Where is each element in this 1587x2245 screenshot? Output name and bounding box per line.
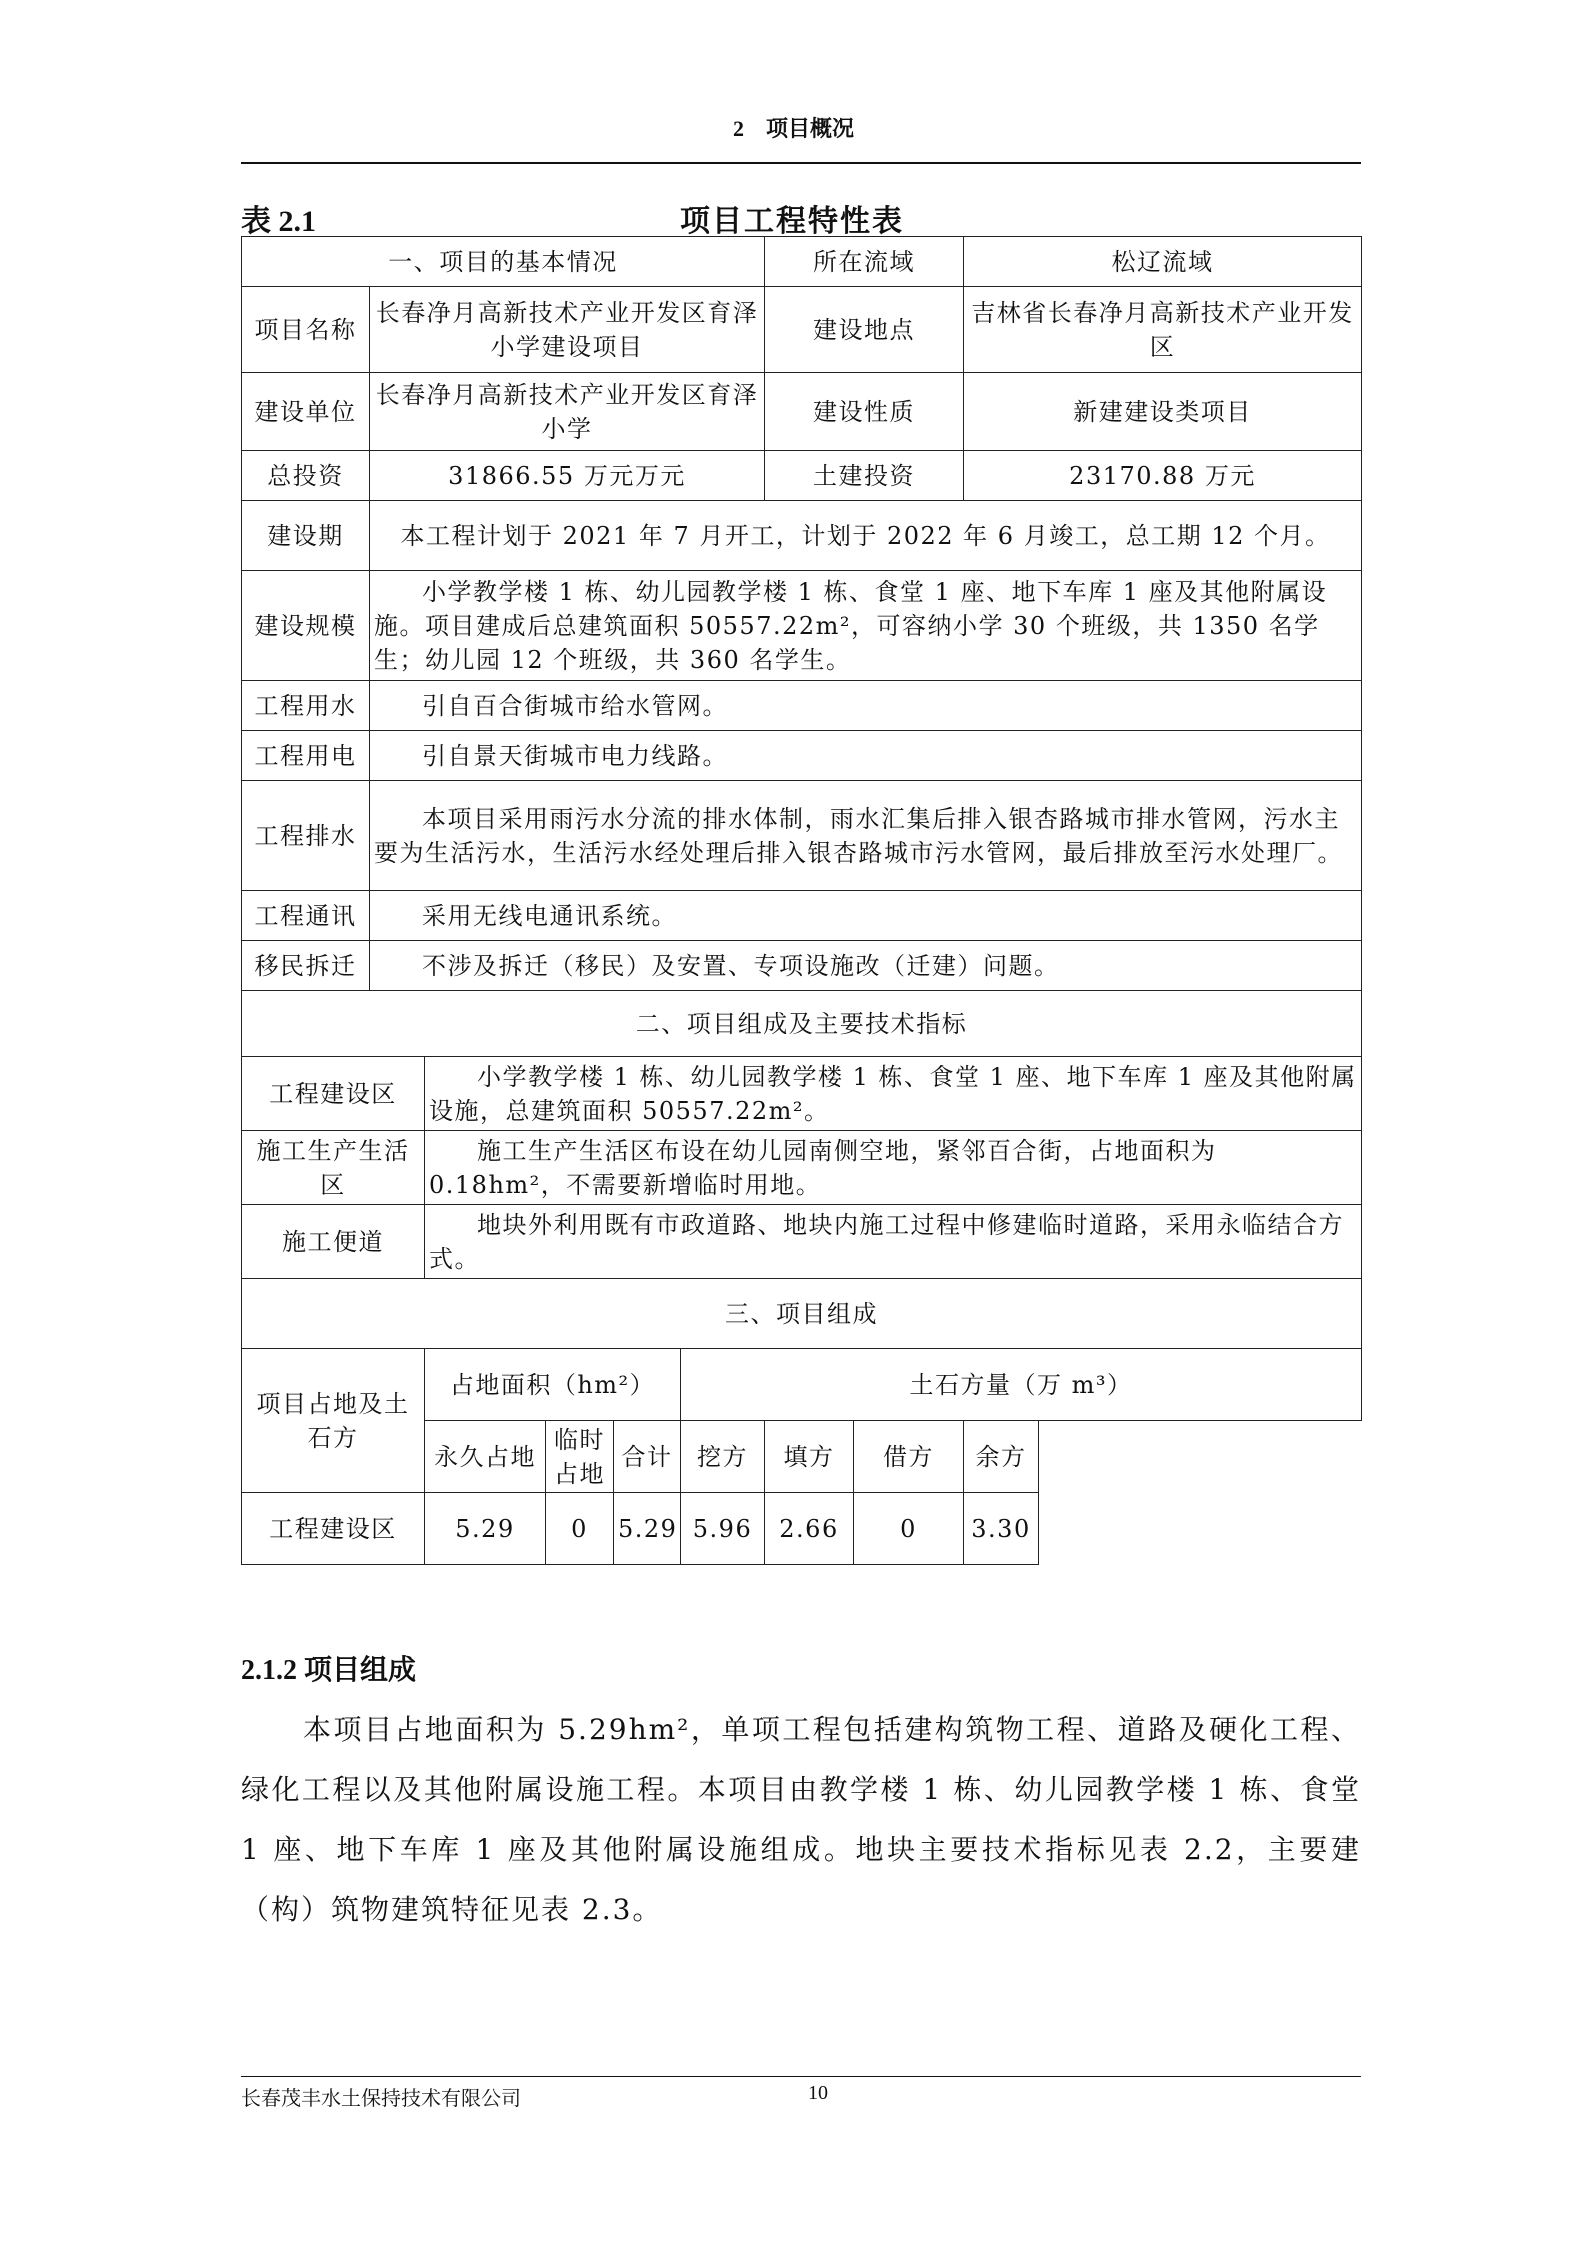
period-label: 建设期 bbox=[242, 501, 370, 571]
header-rule bbox=[241, 162, 1361, 164]
table-row bbox=[242, 571, 1362, 681]
section-paragraph: 本项目占地面积为 5.29hm²，单项工程包括建构筑物工程、道路及硬化工程、绿化工程以及其他附属设施工程。本项目由教学楼 1 栋、幼儿园教学楼 1 栋、食堂 1 座、地下车库 1 座及其他附属设施组成。地块主要技术指标见表 2.2，主要建（构）筑物建筑特征见表 2.3。 bbox=[241, 1713, 1361, 1926]
relocation-value: 不涉及拆迁（移民）及安置、专项设施改（迁建）问题。 bbox=[370, 941, 1362, 991]
cell-surplus: 3.30 bbox=[964, 1493, 1039, 1565]
power-label: 工程用电 bbox=[242, 731, 370, 781]
table-label: 表 2.1 bbox=[241, 205, 316, 238]
cell-borrow: 0 bbox=[854, 1493, 964, 1565]
table-row bbox=[242, 237, 1362, 287]
table-row bbox=[242, 1131, 1362, 1205]
zone-living-label: 施工生产生活区 bbox=[242, 1131, 425, 1205]
col-surplus: 余方 bbox=[964, 1421, 1039, 1493]
power-value: 引自景天街城市电力线路。 bbox=[370, 731, 1362, 781]
table-row bbox=[242, 501, 1362, 571]
col-excavation: 挖方 bbox=[681, 1421, 765, 1493]
table-row bbox=[242, 781, 1362, 891]
nature-label: 建设性质 bbox=[765, 373, 964, 451]
footer-company: 长春茂丰水土保持技术有限公司 bbox=[241, 2086, 521, 2110]
section-heading: 2.1.2 项目组成 bbox=[241, 1655, 417, 1686]
drain-value: 本项目采用雨污水分流的排水体制，雨水汇集后排入银杏路城市排水管网，污水主要为生活污水，生活污水经处理后排入银杏路城市污水管网，最后排放至污水处理厂。 bbox=[370, 781, 1362, 891]
area-group-header: 占地面积（hm²） bbox=[425, 1349, 681, 1421]
cell-excavation: 5.96 bbox=[681, 1493, 765, 1565]
unit-value: 长春净月高新技术产业开发区育泽小学 bbox=[370, 373, 765, 451]
table-row bbox=[242, 1205, 1362, 1279]
location-value: 吉林省长春净月高新技术产业开发区 bbox=[964, 287, 1362, 373]
civil-invest-value: 23170.88 万元 bbox=[964, 451, 1362, 501]
section-basic-heading: 一、项目的基本情况 bbox=[242, 237, 765, 287]
invest-label: 总投资 bbox=[242, 451, 370, 501]
section-composition-heading: 二、项目组成及主要技术指标 bbox=[242, 991, 1362, 1057]
land-earth-header: 项目占地及土石方 bbox=[242, 1349, 425, 1493]
cell-temporary: 0 bbox=[546, 1493, 614, 1565]
project-spec-table bbox=[241, 236, 1362, 1565]
basin-label: 所在流域 bbox=[765, 237, 964, 287]
col-fill: 填方 bbox=[765, 1421, 854, 1493]
table-row bbox=[242, 891, 1362, 941]
footer-rule bbox=[241, 2076, 1361, 2077]
earth-group-header: 土石方量（万 m³） bbox=[681, 1349, 1362, 1421]
table-row bbox=[242, 287, 1362, 373]
row-name: 工程建设区 bbox=[242, 1493, 425, 1565]
cell-permanent: 5.29 bbox=[425, 1493, 546, 1565]
table-row bbox=[242, 991, 1362, 1057]
table-row bbox=[242, 941, 1362, 991]
scale-value: 小学教学楼 1 栋、幼儿园教学楼 1 栋、食堂 1 座、地下车库 1 座及其他附属设施。项目建成后总建筑面积 50557.22m²，可容纳小学 30 个班级，共 1350 名学生；幼儿园 12 个班级，共 360 名学生。 bbox=[370, 571, 1362, 681]
comm-value: 采用无线电通讯系统。 bbox=[370, 891, 1362, 941]
col-borrow: 借方 bbox=[854, 1421, 964, 1493]
relocation-label: 移民拆迁 bbox=[242, 941, 370, 991]
table-row bbox=[242, 373, 1362, 451]
col-permanent: 永久占地 bbox=[425, 1421, 546, 1493]
name-value: 长春净月高新技术产业开发区育泽小学建设项目 bbox=[370, 287, 765, 373]
table-row bbox=[242, 451, 1362, 501]
section-project-heading: 三、项目组成 bbox=[242, 1279, 1362, 1349]
cell-area-total: 5.29 bbox=[614, 1493, 681, 1565]
water-label: 工程用水 bbox=[242, 681, 370, 731]
table-row bbox=[242, 681, 1362, 731]
zone-living-value: 施工生产生活区布设在幼儿园南侧空地，紧邻百合街，占地面积为 0.18hm²，不需要新增临时用地。 bbox=[425, 1131, 1362, 1205]
zone-construction-label: 工程建设区 bbox=[242, 1057, 425, 1131]
basin-value: 松辽流域 bbox=[964, 237, 1362, 287]
table-row bbox=[242, 1057, 1362, 1131]
page-header-title: 2 项目概况 bbox=[732, 116, 854, 141]
table-row bbox=[242, 1349, 1362, 1421]
table-row bbox=[242, 731, 1362, 781]
civil-invest-label: 土建投资 bbox=[765, 451, 964, 501]
nature-value: 新建建设类项目 bbox=[964, 373, 1362, 451]
invest-value: 31866.55 万元万元 bbox=[370, 451, 765, 501]
page-number: 10 bbox=[808, 2082, 828, 2104]
period-value: 本工程计划于 2021 年 7 月开工，计划于 2022 年 6 月竣工，总工期 12 个月。 bbox=[370, 501, 1362, 571]
location-label: 建设地点 bbox=[765, 287, 964, 373]
drain-label: 工程排水 bbox=[242, 781, 370, 891]
zone-road-label: 施工便道 bbox=[242, 1205, 425, 1279]
table-caption: 项目工程特性表 bbox=[680, 205, 904, 238]
unit-label: 建设单位 bbox=[242, 373, 370, 451]
scale-label: 建设规模 bbox=[242, 571, 370, 681]
comm-label: 工程通讯 bbox=[242, 891, 370, 941]
zone-road-value: 地块外利用既有市政道路、地块内施工过程中修建临时道路，采用永临结合方式。 bbox=[425, 1205, 1362, 1279]
name-label: 项目名称 bbox=[242, 287, 370, 373]
zone-construction-value: 小学教学楼 1 栋、幼儿园教学楼 1 栋、食堂 1 座、地下车库 1 座及其他附属设施，总建筑面积 50557.22m²。 bbox=[425, 1057, 1362, 1131]
table-row bbox=[242, 1279, 1362, 1349]
col-area-total: 合计 bbox=[614, 1421, 681, 1493]
cell-fill: 2.66 bbox=[765, 1493, 854, 1565]
table-row bbox=[242, 1493, 1362, 1565]
water-value: 引自百合街城市给水管网。 bbox=[370, 681, 1362, 731]
col-temporary: 临时占地 bbox=[546, 1421, 614, 1493]
